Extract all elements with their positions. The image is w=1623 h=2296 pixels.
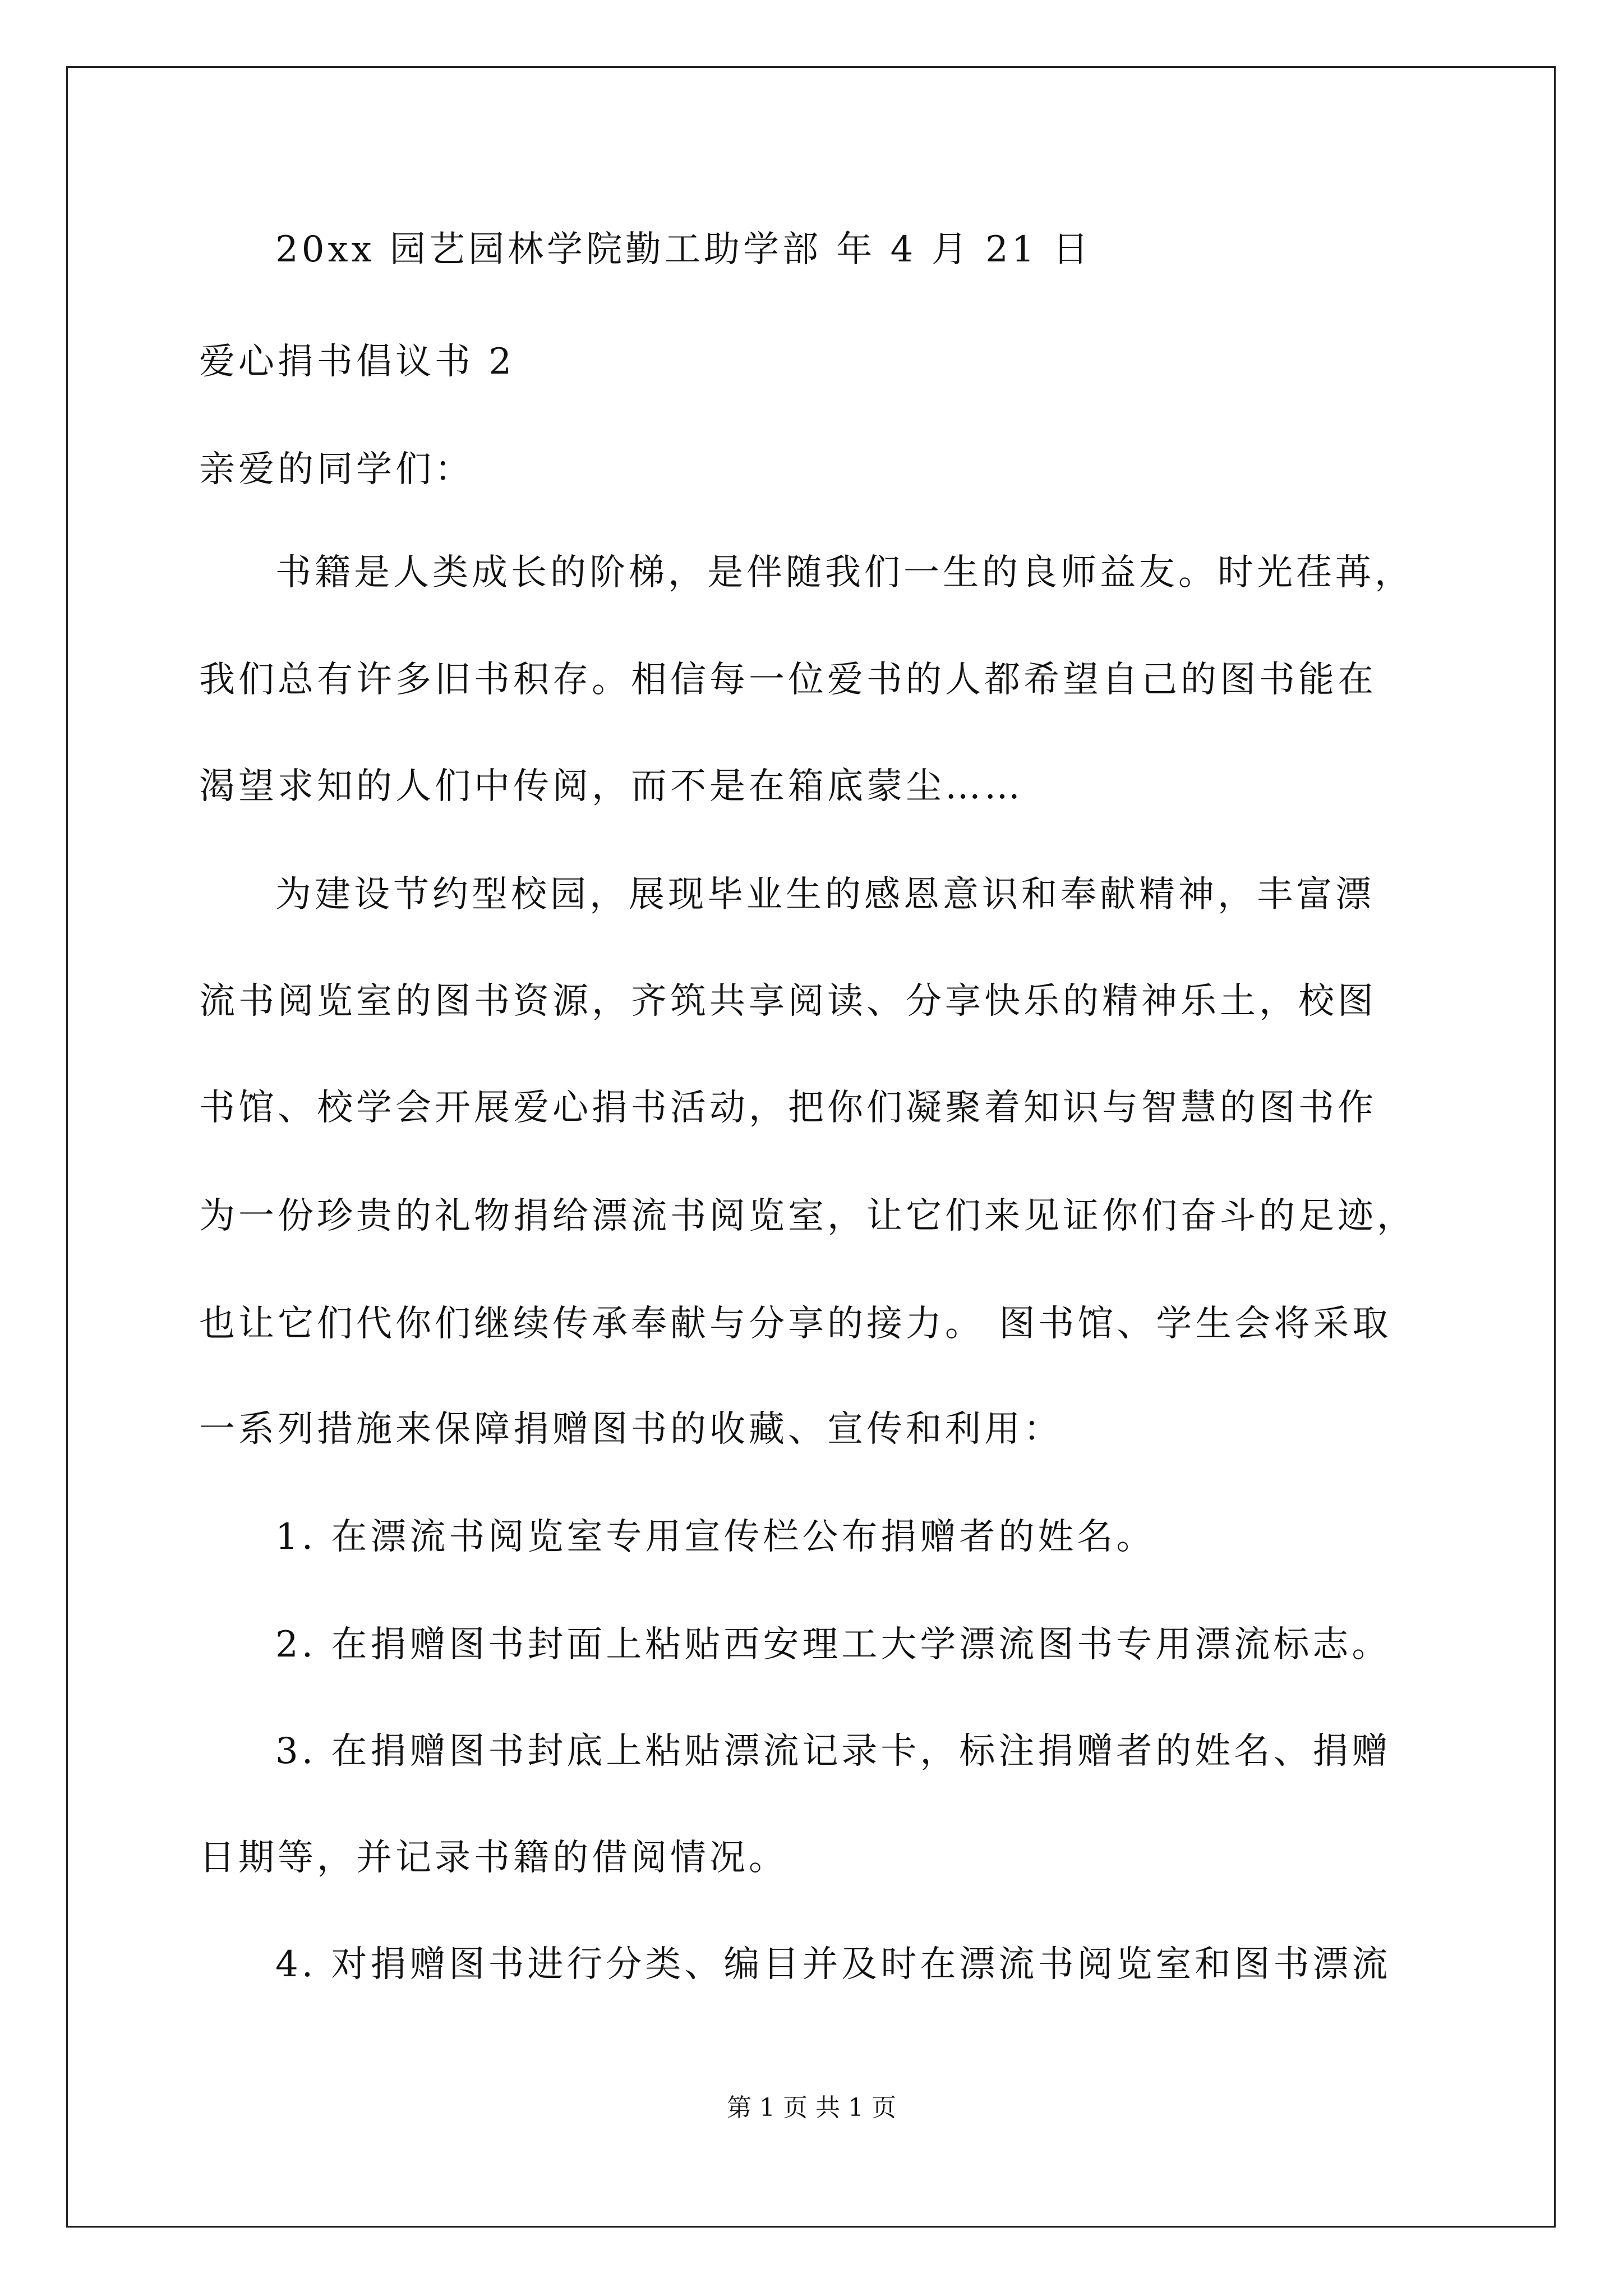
- document-title: 爱心捐书倡议书 2: [199, 341, 515, 383]
- paragraph-2-line-3: 书馆、校学会开展爱心捐书活动，把你们凝聚着知识与智慧的图书作: [199, 1087, 1377, 1129]
- paragraph-1-line-3: 渴望求知的人们中传阅，而不是在箱底蒙尘……: [199, 766, 1023, 807]
- list-item-2: 2. 在捐赠图书封面上粘贴西安理工大学漂流图书专用漂流标志。: [275, 1624, 1391, 1665]
- paragraph-2-line-6: 一系列措施来保障捐赠图书的收藏、宣传和利用：: [199, 1409, 1063, 1450]
- paragraph-1-line-1: 书籍是人类成长的阶梯，是伴随我们一生的良师益友。时光荏苒，: [275, 552, 1414, 593]
- date-line: 20xx 园艺园林学院勤工助学部 年 4 月 21 日: [275, 229, 1092, 270]
- page-footer: 第 1 页 共 1 页: [727, 2093, 896, 2122]
- list-item-3-line-2: 日期等，并记录书籍的借阅情况。: [199, 1837, 788, 1879]
- page-border: [66, 66, 1556, 2228]
- paragraph-2-line-4: 为一份珍贵的礼物捐给漂流书阅览室，让它们来见证你们奋斗的足迹，: [199, 1195, 1416, 1237]
- paragraph-2-line-5: 也让它们代你们继续传承奉献与分享的接力。 图书馆、学生会将采取: [199, 1303, 1392, 1345]
- salutation: 亲爱的同学们：: [199, 449, 474, 490]
- paragraph-1-line-2: 我们总有许多旧书积存。相信每一位爱书的人都希望自己的图书能在: [199, 659, 1377, 701]
- paragraph-2-line-2: 流书阅览室的图书资源，齐筑共享阅读、分享快乐的精神乐土，校图: [199, 981, 1377, 1022]
- paragraph-2-line-1: 为建设节约型校园，展现毕业生的感恩意识和奉献精神，丰富漂: [275, 874, 1375, 915]
- list-item-3-line-1: 3. 在捐赠图书封底上粘贴漂流记录卡，标注捐赠者的姓名、捐赠: [275, 1731, 1391, 1772]
- list-item-4: 4. 对捐赠图书进行分类、编目并及时在漂流书阅览室和图书漂流: [275, 1944, 1391, 1985]
- list-item-1: 1. 在漂流书阅览室专用宣传栏公布捐赠者的姓名。: [275, 1516, 1156, 1558]
